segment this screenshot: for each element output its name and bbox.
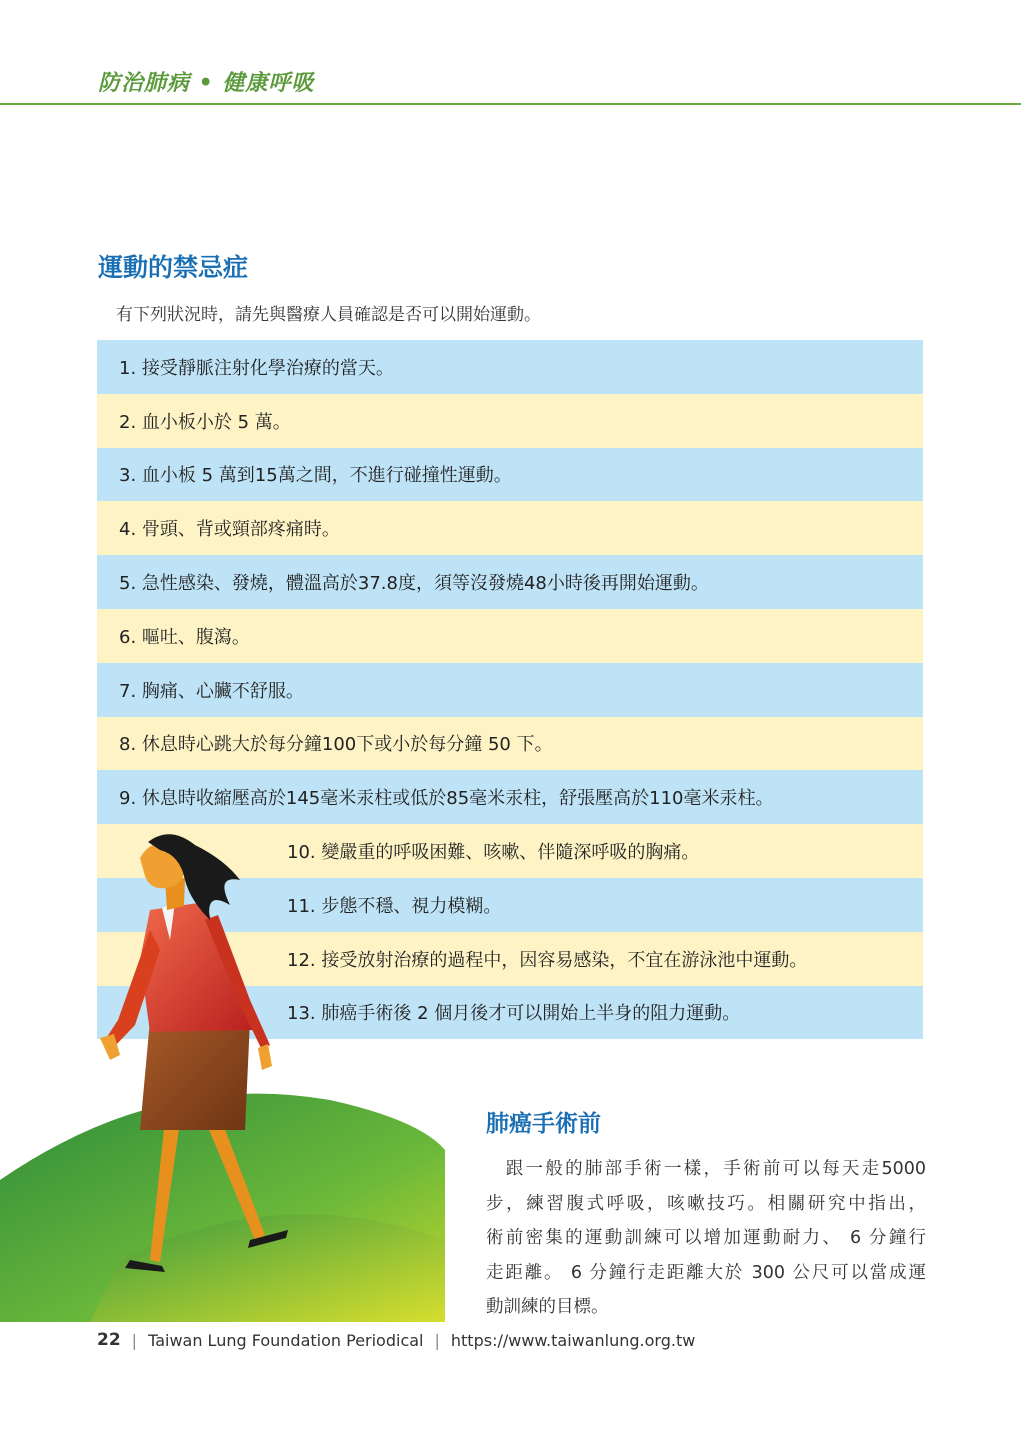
walking-woman-illustration bbox=[0, 820, 445, 1322]
list-item-text: 10. 變嚴重的呼吸困難、咳嗽、伴隨深呼吸的胸痛。 bbox=[287, 842, 700, 864]
paragraph-line: 步，練習腹式呼吸，咳嗽技巧。相關研究中指出， bbox=[486, 1193, 926, 1214]
list-item bbox=[97, 501, 923, 555]
list-item-text: 3. 血小板 5 萬到15萬之間，不進行碰撞性運動。 bbox=[119, 465, 512, 487]
list-item-text: 1. 接受靜脈注射化學治療的當天。 bbox=[119, 357, 394, 379]
list-item-text: 6. 嘔吐、腹瀉。 bbox=[119, 626, 250, 648]
list-item bbox=[97, 663, 923, 717]
section-title: 運動的禁忌症 bbox=[98, 253, 249, 282]
list-item bbox=[97, 609, 923, 663]
list-item-text: 5. 急性感染、發燒，體溫高於37.8度，須等沒發燒48小時後再開始運動。 bbox=[119, 573, 709, 595]
list-item bbox=[97, 340, 923, 394]
list-item bbox=[97, 555, 923, 609]
list-item bbox=[97, 394, 923, 448]
paragraph-line: 術前密集的運動訓練可以增加運動耐力、 6 分鐘行 bbox=[486, 1228, 926, 1248]
list-item bbox=[97, 448, 923, 502]
page-number: 22 bbox=[97, 1330, 121, 1350]
footer-url[interactable]: https://www.taiwanlung.org.tw bbox=[450, 1330, 696, 1350]
list-item bbox=[97, 717, 923, 771]
header-title: 防治肺病 • 健康呼吸 bbox=[98, 70, 315, 96]
list-item-text: 4. 骨頭、背或頸部疼痛時。 bbox=[119, 519, 340, 541]
footer-divider: | bbox=[434, 1330, 440, 1350]
subsection-title: 肺癌手術前 bbox=[486, 1111, 601, 1137]
page-footer bbox=[97, 1330, 695, 1350]
list-item-text: 2. 血小板小於 5 萬。 bbox=[119, 411, 291, 433]
paragraph-line: 動訓練的目標。 bbox=[486, 1297, 609, 1317]
list-item-text: 13. 肺癌手術後 2 個月後才可以開始上半身的阻力運動。 bbox=[287, 1003, 741, 1025]
section-intro: 有下列狀況時，請先與醫療人員確認是否可以開始運動。 bbox=[116, 305, 541, 325]
list-item bbox=[97, 770, 923, 824]
subsection-paragraph bbox=[486, 1152, 926, 1325]
header-divider bbox=[0, 103, 1021, 105]
list-item-text: 12. 接受放射治療的過程中，因容易感染，不宜在游泳池中運動。 bbox=[287, 949, 808, 971]
paragraph-line: 走距離。 6 分鐘行走距離大於 300 公尺可以當成運 bbox=[486, 1262, 926, 1283]
footer-divider: | bbox=[131, 1330, 138, 1350]
publication-name: Taiwan Lung Foundation Periodical bbox=[148, 1330, 424, 1350]
list-item-text: 8. 休息時心跳大於每分鐘100下或小於每分鐘 50 下。 bbox=[119, 734, 553, 756]
list-item-text: 7. 胸痛、心臟不舒服。 bbox=[119, 680, 304, 702]
list-item-text: 11. 步態不穩、視力模糊。 bbox=[287, 895, 502, 917]
list-item-text: 9. 休息時收縮壓高於145毫米汞柱或低於85毫米汞柱，舒張壓高於110毫米汞柱。 bbox=[119, 788, 774, 810]
paragraph-line: 跟一般的肺部手術一樣，手術前可以每天走5000 bbox=[486, 1159, 926, 1179]
